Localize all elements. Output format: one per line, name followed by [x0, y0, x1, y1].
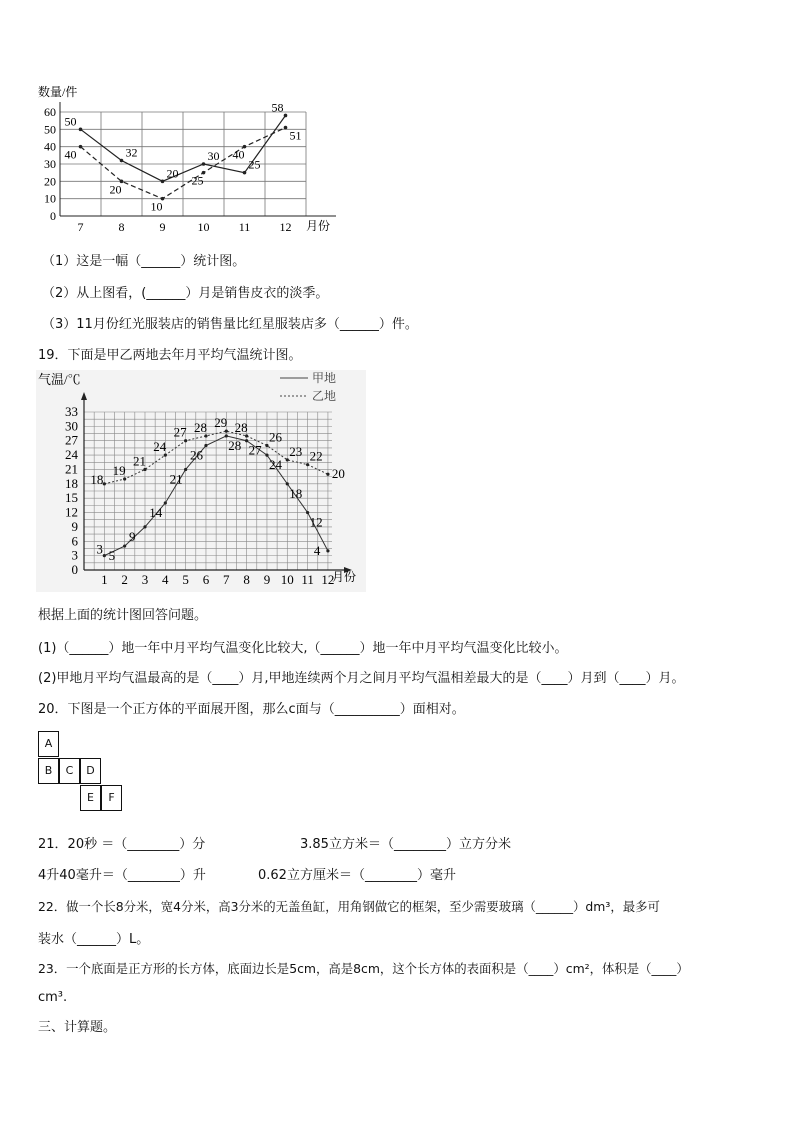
chart2-y-tick-label: 30	[65, 418, 78, 434]
chart2-y-tick-label: 21	[65, 461, 78, 477]
chart1-data-label: 25	[248, 157, 261, 172]
chart1-data-label: 40	[232, 147, 245, 162]
chart1-point	[202, 162, 206, 166]
chart2-x-tick-label: 12	[321, 572, 335, 587]
chart2-data-label: 28	[234, 419, 248, 435]
chart1-grid	[60, 102, 336, 216]
chart2-y-tick-label: 15	[65, 490, 78, 506]
chart2-data-label: 4	[313, 542, 321, 558]
chart2-ylabel: 气温/℃	[38, 372, 81, 387]
chart2-data-label: 21	[169, 471, 183, 487]
chart2-x-tick-label: 4	[162, 572, 169, 587]
q18-part1: （1）这是一幅（______）统计图。	[42, 254, 246, 269]
chart1-y-tick-label: 0	[50, 209, 56, 223]
chart1-x-tick-label: 8	[118, 220, 125, 234]
chart1-data-label: 40	[64, 147, 77, 162]
chart2-x-tick-label: 5	[182, 572, 189, 587]
q19-part1: (1)（______）地一年中月平均气温变化比较大,（______）地一年中月平均气温变化比较小。	[38, 641, 568, 656]
chart1-x-ticks	[78, 220, 292, 234]
cube-face-e: E	[80, 785, 101, 811]
q21-a: 21．20秒 ＝（________）分	[38, 837, 206, 852]
chart2-data-label: 21	[132, 453, 146, 469]
chart2-data-label: 3	[96, 541, 103, 557]
chart2-data-label: 29	[214, 415, 228, 431]
chart1-ylabel: 数量/件	[38, 85, 78, 99]
chart2-y-tick-label: 6	[71, 533, 78, 549]
chart1-data-label: 30	[207, 149, 220, 163]
chart1-x-tick-label: 12	[279, 220, 292, 234]
chart2-x-tick-label: 11	[301, 572, 314, 587]
q21-d: 0.62立方厘米＝（________）毫升	[258, 868, 456, 883]
q19-part2: (2)甲地月平均气温最高的是（____）月,甲地连续两个月之间月平均气温相差最大的是（____）月到（____）月。	[38, 671, 685, 686]
chart2-x-tick-label: 3	[141, 572, 149, 587]
chart2-x-tick-label: 7	[223, 572, 230, 587]
chart2-legend-label: 乙地	[312, 389, 337, 403]
chart1-data-label: 20	[109, 182, 122, 197]
chart2-data-label: 18	[90, 471, 104, 487]
cube-face-b: B	[38, 758, 59, 784]
q22-line1: 22．做一个长8分米，宽4分米，高3分米的无盖鱼缸，用角钢做它的框架，至少需要玻璃（______）dm³，最多可	[38, 899, 660, 914]
chart2-point	[123, 544, 126, 547]
chart2-data-label: 28	[193, 419, 207, 435]
chart2-data-label: 27	[173, 424, 187, 440]
chart1-x-tick-label: 10	[197, 220, 210, 234]
chart2-point	[184, 468, 187, 471]
q22-line2: 装水（______）L。	[38, 932, 150, 947]
chart2-x-tick-label: 6	[202, 572, 210, 587]
chart1-y-ticks	[44, 105, 56, 223]
chart2-x-tick-label: 8	[243, 572, 250, 587]
chart2-y-tick-label: 24	[65, 447, 78, 463]
chart1-point	[79, 145, 83, 149]
chart2-point	[103, 554, 106, 557]
temperature-line-chart	[36, 370, 366, 592]
chart2-point	[164, 501, 167, 504]
chart2-x-tick-label: 9	[263, 572, 271, 587]
cube-face-a: A	[38, 731, 59, 757]
chart2-y-tick-label: 33	[65, 404, 78, 419]
chart2-data-label: 14	[149, 504, 163, 520]
q23-line2: cm³.	[38, 990, 68, 1005]
chart1-data-label: 20	[166, 166, 179, 181]
chart1-y-tick-label: 10	[44, 191, 56, 206]
chart1-point	[284, 114, 288, 118]
chart2-point	[326, 473, 329, 476]
chart1-data-label: 50	[64, 114, 77, 129]
chart2-data-label: 20	[331, 466, 345, 482]
cube-face-c: C	[59, 758, 80, 784]
q20-title: 20．下图是一个正方体的平面展开图，那么c面与（__________）面相对。	[38, 702, 465, 717]
chart2-data-label: 24	[153, 439, 167, 455]
chart2-data-label: 23	[289, 443, 303, 459]
chart1-point	[79, 128, 83, 132]
chart1-data-label: 25	[191, 173, 204, 188]
chart2-xlabel: 月份	[332, 570, 357, 584]
chart2-legend-label: 甲地	[312, 371, 337, 385]
chart1-point	[161, 180, 165, 184]
chart2-data-label: 9	[128, 528, 136, 544]
chart2-point	[326, 549, 329, 552]
chart1-y-tick-label: 30	[44, 157, 56, 171]
chart1-x-tick-label: 11	[238, 220, 251, 234]
chart2-y-tick-label: 9	[71, 518, 78, 534]
chart1-y-tick-label: 40	[44, 139, 56, 154]
chart2-x-tick-label: 2	[121, 572, 128, 587]
q19-title: 19．下面是甲乙两地去年月平均气温统计图。	[38, 348, 302, 363]
chart1-xlabel: 月份	[306, 219, 331, 233]
chart2-y-tick-label: 27	[65, 432, 78, 448]
chart1-point	[284, 126, 288, 130]
chart1-point	[243, 171, 247, 175]
sales-line-chart	[30, 82, 350, 237]
chart2-data-label: 26	[189, 447, 203, 463]
chart2-data-label: 5	[108, 548, 116, 564]
chart2-y-tick-label: 0	[71, 562, 78, 577]
chart2-data-label: 18	[289, 485, 303, 501]
q21-c: 4升40毫升＝（________）升	[38, 868, 206, 883]
chart2-x-tick-label: 1	[101, 572, 108, 587]
chart2-y-tick-label: 3	[71, 547, 78, 563]
chart2-background	[36, 370, 366, 592]
chart2-data-label: 26	[268, 429, 282, 445]
chart2-x-tick-label: 10	[280, 572, 294, 587]
chart1-data-label: 32	[125, 145, 138, 160]
chart2-y-tick-label: 12	[65, 504, 78, 520]
chart1-data-label: 58	[271, 100, 284, 115]
chart1-data-label: 10	[150, 199, 163, 214]
chart2-data-label: 28	[228, 437, 242, 453]
q19-intro: 根据上面的统计图回答问题。	[38, 608, 208, 623]
chart1-point	[120, 159, 124, 163]
chart2-data-label: 12	[309, 514, 323, 530]
chart2-data-label: 22	[309, 448, 323, 464]
q23-line1: 23．一个底面是正方形的长方体，底面边长是5cm，高是8cm，这个长方体的表面积是（____）cm²，体积是（____）	[38, 961, 689, 976]
chart1-y-tick-label: 20	[44, 174, 56, 189]
chart2-point	[204, 444, 207, 447]
cube-face-f: F	[101, 785, 122, 811]
section-three-heading: 三、计算题。	[38, 1020, 117, 1035]
chart2-y-tick-label: 18	[65, 475, 78, 491]
chart2-data-label: 19	[112, 463, 126, 479]
q21-b: 3.85立方米＝（________）立方分米	[300, 837, 511, 852]
q18-part2: （2）从上图看，(______）月是销售皮衣的淡季。	[42, 286, 329, 301]
chart2-data-label: 24	[268, 457, 282, 473]
cube-face-d: D	[80, 758, 101, 784]
chart1-x-tick-label: 9	[159, 220, 166, 234]
chart1-y-tick-label: 60	[44, 105, 56, 119]
chart2-data-label: 27	[248, 442, 262, 458]
chart1-data-label: 51	[289, 128, 302, 143]
q18-part3: （3）11月份红光服装店的销售量比红星服装店多（______）件。	[42, 317, 418, 332]
chart1-x-tick-label: 7	[77, 220, 84, 234]
chart2-point	[143, 525, 146, 528]
chart1-y-tick-label: 50	[44, 122, 56, 137]
